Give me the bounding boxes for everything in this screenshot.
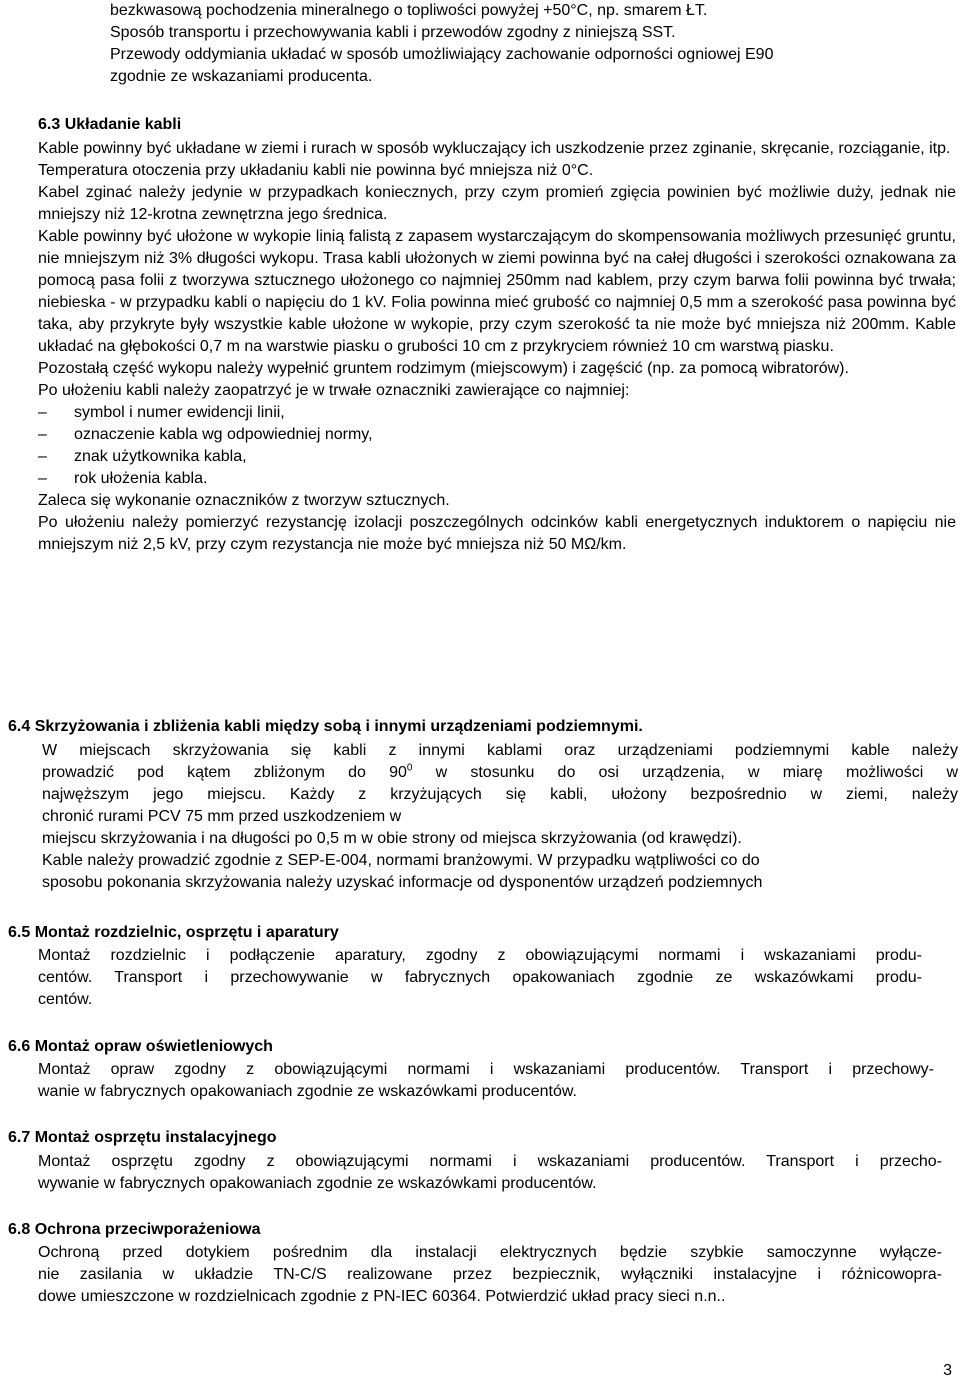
section-6-6-heading: 6.6 Montaż opraw oświetleniowych xyxy=(8,1038,273,1055)
text-line: chronić rurami PCV 75 mm przed uszkodzeniem w xyxy=(42,808,402,825)
text-line: centów. Transport i przechowywanie w fabrycznych opakowaniach zgodnie ze wskazówkami produ- xyxy=(38,969,922,986)
text-line: Ochroną przed dotykiem pośrednim dla instalacji elektrycznych będzie szybkie samoczynne wyłącze- xyxy=(38,1244,942,1261)
dash-bullet: – xyxy=(38,404,47,421)
degree-superscript: 0 xyxy=(406,762,413,774)
paragraph: Temperatura otoczenia przy układaniu kabli nie powinna być mniejsza niż 0°C. xyxy=(38,162,594,179)
text-line: Montaż opraw zgodny z obowiązującymi normami i wskazaniami producentów. Transport i przechowy- xyxy=(38,1061,934,1078)
section-6-7-heading: 6.7 Montaż osprzętu instalacyjnego xyxy=(8,1129,277,1146)
paragraph: Kable powinny być układane w ziemi i rurach w sposób wykluczający ich uszkodzenie przez zginanie, skręcanie, rozciąganie, itp. xyxy=(38,140,951,157)
text-line: centów. xyxy=(38,991,93,1008)
text-line: najwęższym jego miejscu. Każdy z krzyżujących się kabli, ułożony bezpośrednio w ziemi, należy xyxy=(42,786,958,803)
text-fragment: w stosunku do osi urządzenia, w miarę możliwości w xyxy=(412,764,959,781)
text-line xyxy=(42,762,958,784)
dash-bullet: – xyxy=(38,448,47,465)
section-6-3-body xyxy=(38,138,956,556)
list-item xyxy=(38,424,956,446)
section-6-5-body xyxy=(38,945,922,1011)
paragraph: Po ułożeniu należy pomierzyć rezystancję izolacji poszczególnych odcinków kabli energetycznych induktorem o napięciu nie mniejszym niż 2,5 kV, przy czym rezystancja nie może być mniejsza niż 50 MΩ/km. xyxy=(38,514,956,553)
intro-line-3: Przewody oddymiania układać w sposób umożliwiający zachowanie odporności ogniowej E90 xyxy=(110,46,774,63)
dash-bullet: – xyxy=(38,426,47,443)
text-line: nie zasilania w układzie TN-C/S realizowane przez bezpiecznik, wyłączniki instalacyjne i różnicowopra- xyxy=(38,1266,942,1283)
text-line: wanie w fabrycznych opakowaniach zgodnie ze wskazówkami producentów. xyxy=(38,1083,577,1100)
intro-line-1: bezkwasową pochodzenia mineralnego o topliwości powyżej +50°C, np. smarem ŁT. xyxy=(110,2,708,19)
list-item-text: oznaczenie kabla wg odpowiedniej normy, xyxy=(74,426,373,443)
dash-bullet: – xyxy=(38,470,47,487)
text-line: dowe umieszczone w rozdzielnicach zgodnie z PN-IEC 60364. Potwierdzić układ pracy sieci n.n.. xyxy=(38,1288,726,1305)
list-item xyxy=(38,446,956,468)
page-number: 3 xyxy=(943,1362,952,1379)
list-item-text: symbol i numer ewidencji linii, xyxy=(74,404,285,421)
section-6-4-heading: 6.4 Skrzyżowania i zbliżenia kabli między sobą i innymi urządzeniami podziemnymi. xyxy=(8,718,643,735)
list-item xyxy=(38,468,956,490)
intro-block xyxy=(110,0,950,88)
section-6-3-heading: 6.3 Układanie kabli xyxy=(38,116,182,133)
text-line: Montaż osprzętu zgodny z obowiązującymi normami i wskazaniami producentów. Transport i przecho- xyxy=(38,1153,942,1170)
text-line: miejscu skrzyżowania i na długości po 0,5 m w obie strony od miejsca skrzyżowania (od krawędzi). xyxy=(42,830,742,847)
text-line: Montaż rozdzielnic i podłączenie aparatury, zgodny z obowiązującymi normami i wskazaniami produ- xyxy=(38,947,922,964)
paragraph: Zaleca się wykonanie oznaczników z tworzyw sztucznych. xyxy=(38,492,450,509)
text-line: Kable należy prowadzić zgodnie z SEP-E-004, normami branżowymi. W przypadku wątpliwości co do xyxy=(42,852,760,869)
list-item-text: rok ułożenia kabla. xyxy=(74,470,208,487)
text-line: W miejscach skrzyżowania się kabli z innymi kablami oraz urządzeniami podziemnymi kable należy xyxy=(42,742,958,759)
section-6-7-body xyxy=(38,1151,942,1195)
paragraph: Pozostałą część wykopu należy wypełnić gruntem rodzimym (miejscowym) i zagęścić (np. za pomocą wibratorów). xyxy=(38,360,849,377)
text-line: sposobu pokonania skrzyżowania należy uzyskać informacje od dysponentów urządzeń podziemnych xyxy=(42,874,763,891)
list-item-text: znak użytkownika kabla, xyxy=(74,448,247,465)
section-6-4-body xyxy=(42,740,958,894)
intro-line-2: Sposób transportu i przechowywania kabli i przewodów zgodny z niniejszą SST. xyxy=(110,24,676,41)
section-6-8-body xyxy=(38,1242,942,1308)
paragraph: Po ułożeniu kabli należy zaopatrzyć je w trwałe oznaczniki zawierające co najmniej: xyxy=(38,382,630,399)
intro-line-4: zgodnie ze wskazaniami producenta. xyxy=(110,68,373,85)
text-fragment: prowadzić pod kątem zbliżonym do 90 xyxy=(42,764,407,781)
section-6-8-heading: 6.8 Ochrona przeciwporażeniowa xyxy=(8,1221,261,1238)
list-item xyxy=(38,402,956,424)
paragraph: Kabel zginać należy jedynie w przypadkach koniecznych, przy czym promień zgięcia powinien być możliwie duży, jednak nie mniejszy niż 12-krotna zewnętrzna jego średnica. xyxy=(38,184,956,223)
paragraph: Kable powinny być ułożone w wykopie linią falistą z zapasem wystarczającym do skompensowania możliwych przesunięć gruntu, nie mniejszym niż 3% długości wykopu. Trasa kabli ułożonych w ziemi powinna być na całej długości i szerokości oznakowana za pomocą pasa folii z tworzywa sztucznego ułożonego co najmniej 250mm nad kablem, przy czym barwa folii powinna być trwała; niebieska - w przypadku kabli o napięciu do 1 kV. Folia powinna mieć grubość co najmniej 0,5 mm a szerokość pasa powinna być taka, aby przykryte były wszystkie kable ułożone w wykopie, przy czym szerokość ta nie może być mniejsza niż 200mm. Kable układać na głębokości 0,7 m na warstwie piasku o grubości 10 cm z przykryciem również 10 cm warstwą piasku. xyxy=(38,228,956,355)
section-6-5-heading: 6.5 Montaż rozdzielnic, osprzętu i aparatury xyxy=(8,924,339,941)
section-6-6-body xyxy=(38,1059,934,1103)
text-line: wywanie w fabrycznych opakowaniach zgodnie ze wskazówkami producentów. xyxy=(38,1175,597,1192)
